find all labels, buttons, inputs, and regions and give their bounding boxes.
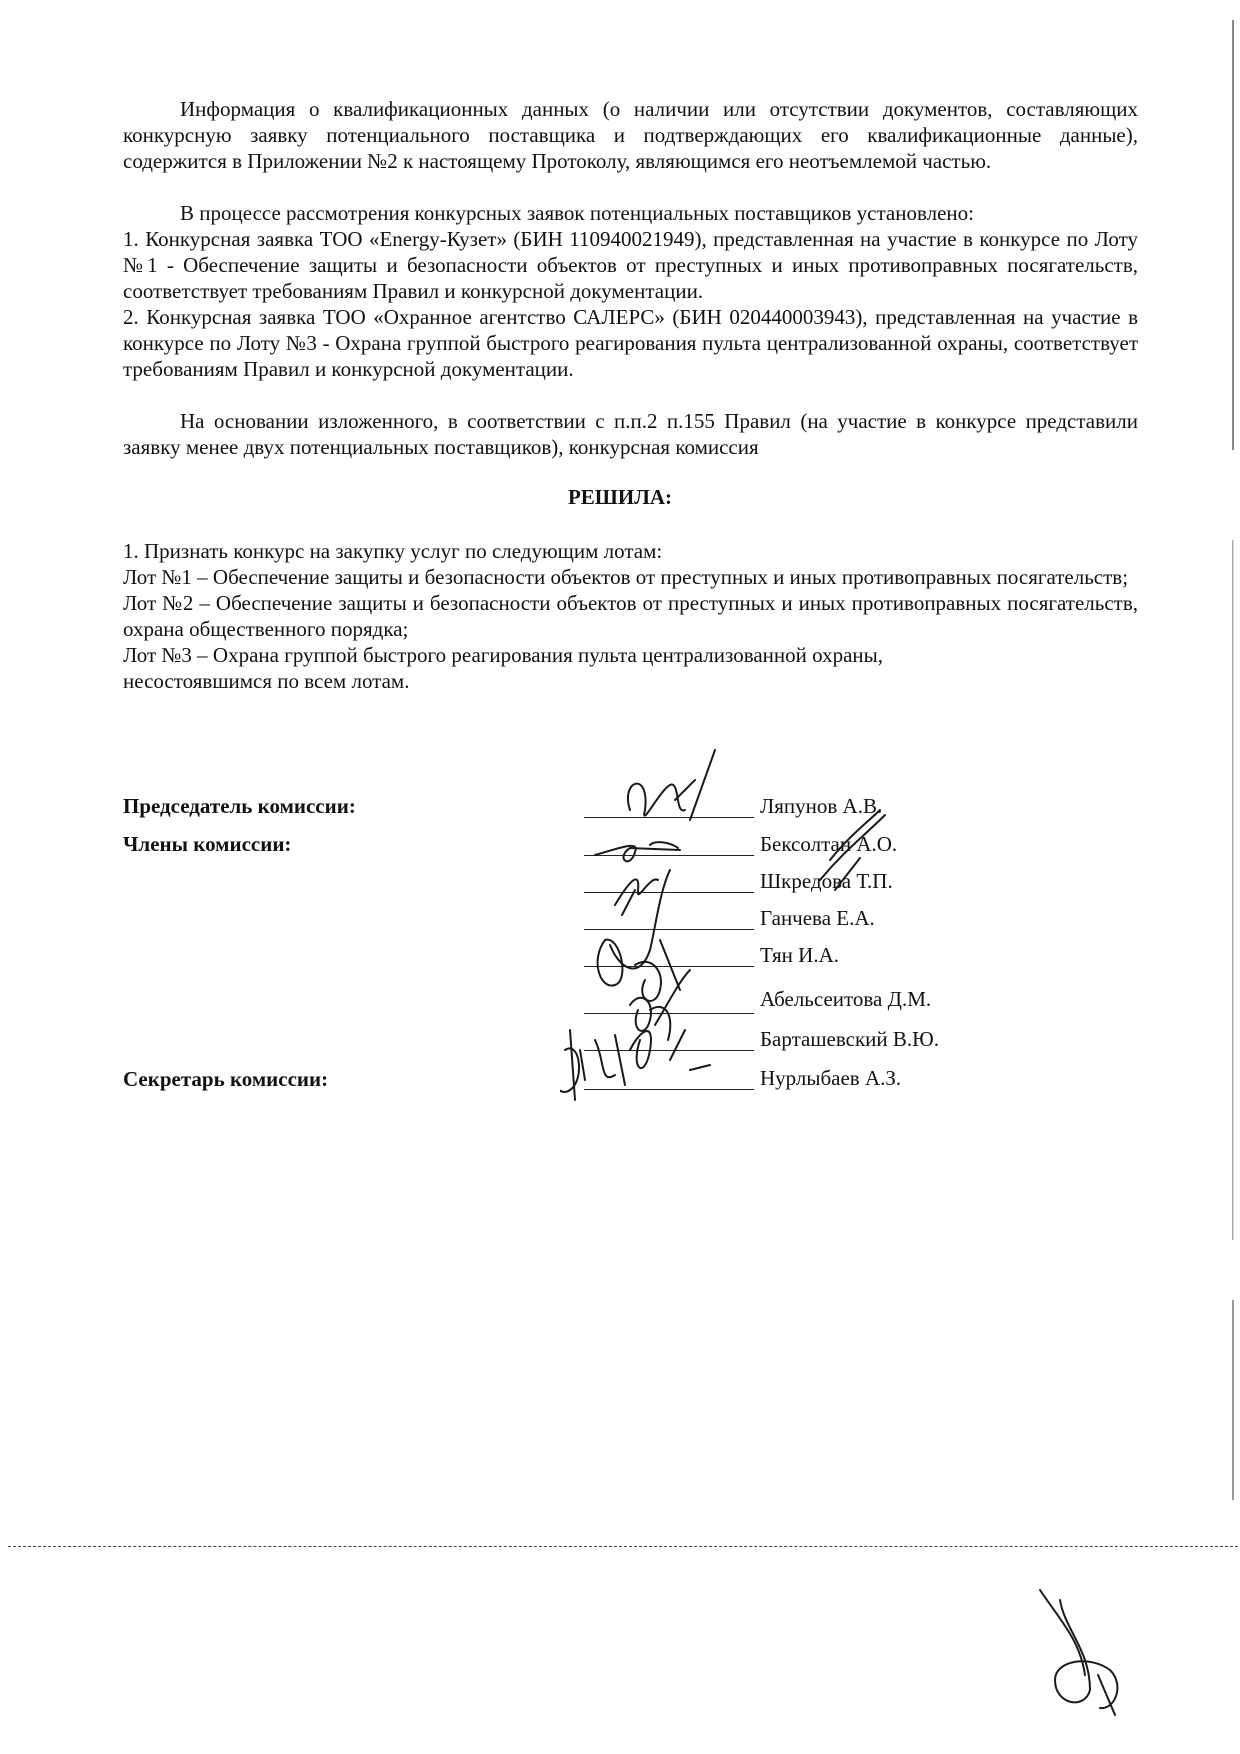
basis-paragraph: На основании изложенного, в соответствии с п.п.2 п.155 Правил (на участие в конкурсе представили заявку менее двух потенциальных поставщиков), конкурсная комиссия <box>123 409 1138 459</box>
member-name: Шкредова Т.П. <box>760 869 893 893</box>
review-item-2: 2. Конкурсная заявка ТОО «Охранное агентство САЛЕРС» (БИН 020440003943), представленная на участие в конкурсе по Лоту №3 - Охрана группой быстрого реагирования пульта централизованной охраны, соответствует требованиям Правил и конкурсной документации. <box>123 305 1138 381</box>
secretary-label: Секретарь комиссии: <box>123 1067 329 1091</box>
member-name: Тян И.А. <box>760 943 840 967</box>
decision-block <box>123 538 1138 694</box>
handwritten-signatures <box>560 740 960 1140</box>
qualification-info-paragraph: Информация о квалификационных данных (о наличии или отсутствии документов, составляющих конкурсную заявку потенциального поставщика и подтверждающих его квалификационные данные), содержится в Приложении №2 к настоящему Протоколу, являющимся его неотъемлемой частью. <box>123 97 1138 173</box>
members-label: Члены комиссии: <box>123 832 292 856</box>
decision-lot-3: Лот №3 – Охрана группой быстрого реагирования пульта централизованной охраны, <box>123 643 884 667</box>
decision-lot-2: Лот №2 – Обеспечение защиты и безопасности объектов от преступных и иных противоправных посягательств, охрана общественного порядка; <box>123 591 1138 641</box>
decision-intro: 1. Признать конкурс на закупку услуг по следующим лотам: <box>123 539 663 563</box>
secretary-name: Нурлыбаев А.З. <box>760 1066 902 1090</box>
member-name: Абельсеитова Д.М. <box>760 987 932 1011</box>
member-name: Бексолтан А.О. <box>760 832 898 856</box>
member-name: Барташевский В.Ю. <box>760 1027 939 1051</box>
scan-edge-mark <box>1230 0 1236 1754</box>
page-initial-mark <box>1030 1580 1140 1720</box>
review-item-1: 1. Конкурсная заявка ТОО «Energy-Кузет» (БИН 110940021949), представленная на участие в конкурсе по Лоту №1 - Обеспечение защиты и безопасности объектов от преступных и иных противоправных посягательств, соответствует требованиям Правил и конкурсной документации. <box>123 227 1138 303</box>
decision-lot-1: Лот №1 – Обеспечение защиты и безопасности объектов от преступных и иных противоправных посягательств; <box>123 565 1129 589</box>
decision-heading: РЕШИЛА: <box>567 485 673 509</box>
decision-outcome: несостоявшимся по всем лотам. <box>123 669 410 693</box>
review-intro: В процессе рассмотрения конкурсных заявок потенциальных поставщиков установлено: <box>180 201 974 225</box>
page-divider <box>8 1546 1238 1547</box>
chairman-label: Председатель комиссии: <box>123 794 356 818</box>
chairman-name: Ляпунов А.В. <box>760 794 883 818</box>
member-name: Ганчева Е.А. <box>760 906 875 930</box>
